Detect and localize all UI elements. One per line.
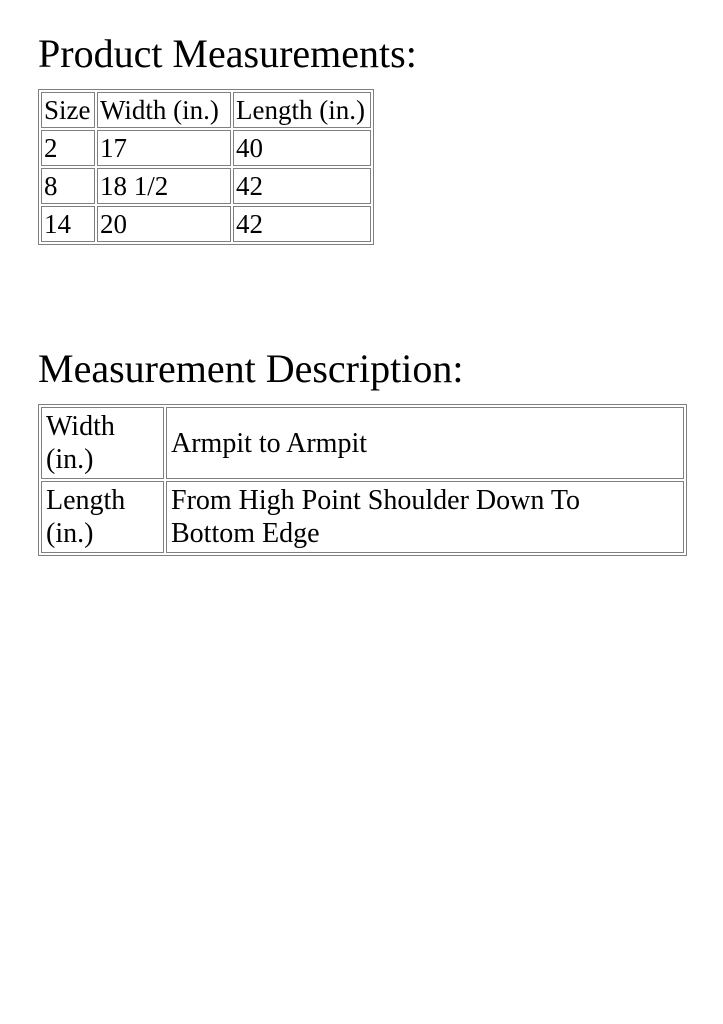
column-header-width: Width (in.) [97,92,231,128]
description-row-width [41,407,684,479]
measurement-description-heading: Measurement Description: [38,346,464,391]
cell-width: 17 [97,130,231,166]
measurement-description-table [38,404,687,556]
measurements-header-row [41,92,371,128]
product-measurements-heading: Product Measurements: [38,31,417,76]
measurement-description-text: From High Point Shoulder Down To Bottom Edge [171,485,580,549]
measurement-label-length: Length (in.) [41,481,164,553]
cell-size: 8 [41,168,95,204]
cell-length: 40 [233,130,371,166]
cell-width: 18 1/2 [97,168,231,204]
cell-width: 20 [97,206,231,242]
product-measurements-table [38,89,374,245]
column-header-size: Size [41,92,95,128]
table-row-size-2 [41,130,371,166]
description-row-length [41,481,684,553]
table-row-size-14 [41,206,371,242]
measurement-label-width: Width (in.) [41,407,164,479]
measurement-description-text: Armpit to Armpit [171,427,367,459]
cell-size: 14 [41,206,95,242]
cell-length: 42 [233,168,371,204]
measurement-description-cell [166,407,684,479]
cell-size: 2 [41,130,95,166]
measurement-description-cell [166,481,684,553]
table-row-size-8 [41,168,371,204]
cell-length: 42 [233,206,371,242]
column-header-length: Length (in.) [233,92,371,128]
